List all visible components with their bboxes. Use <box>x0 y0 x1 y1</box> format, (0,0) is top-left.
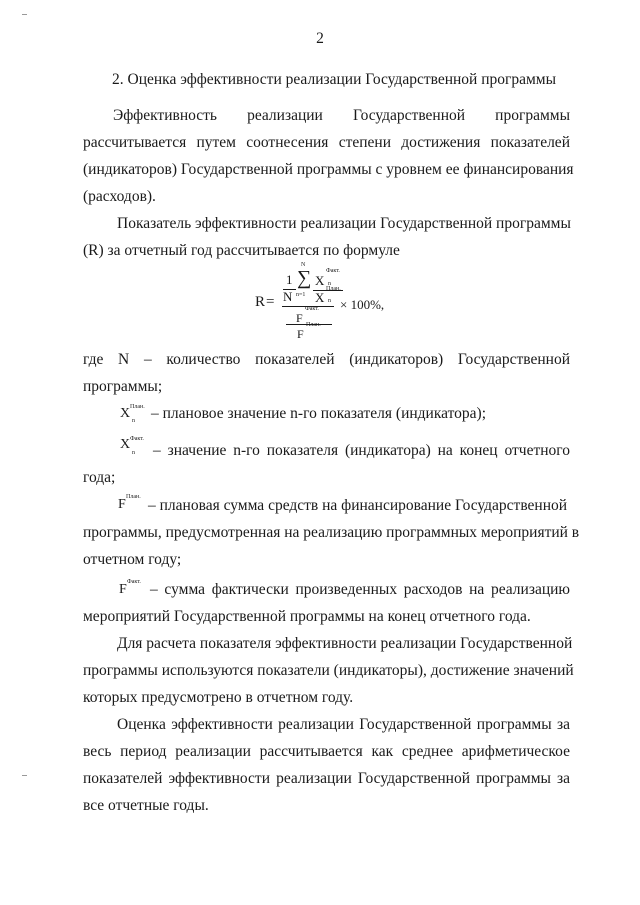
def-x-plan-sub: n <box>132 418 135 424</box>
where-line1: где N – количество показателей (индикаторов) Государственной <box>83 351 570 368</box>
def-x-plan-sup: План. <box>130 404 145 410</box>
x-plan-den-sub: n <box>328 298 331 304</box>
x-plan-den: X <box>315 290 325 305</box>
f-fact-num-sup: Факт. <box>305 306 319 312</box>
def-f-plan-text: – плановая сумма средств на финансирование Государственной <box>148 497 568 514</box>
para2-line2: (R) за отчетный год рассчитывается по формуле <box>83 242 400 259</box>
scan-mark-top <box>22 14 27 15</box>
para1-line3: (индикаторов) Государственной программы с уровнем ее финансирования <box>83 161 574 178</box>
para1-line2: рассчитывается путем соотнесения степени достижения показателей <box>83 134 570 151</box>
f-plan-den: F <box>297 327 304 341</box>
def-x-fact-sub: n <box>132 450 135 456</box>
para3-line3: которых предусмотрено в отчетном году. <box>83 689 354 706</box>
def-f-plan-cont1: программы, предусмотренная на реализацию программных мероприятий в <box>83 524 580 541</box>
para3-line2: программы используются показатели (индикаторы), достижение значений <box>83 662 574 679</box>
x-fact-num: X <box>315 273 325 288</box>
def-f-plan-sup: План. <box>126 494 141 500</box>
formula-one: 1 <box>286 272 293 287</box>
para4-line3: показателей эффективности реализации Государственной программы за <box>83 770 570 787</box>
def-f-plan-cont2: отчетном году; <box>83 551 182 568</box>
f-fact-num: F <box>296 311 303 325</box>
formula-n: N <box>283 289 293 304</box>
para4-line1: Оценка эффективности реализации Государственной программы за <box>117 716 570 733</box>
para4-line4: все отчетные годы. <box>83 797 209 814</box>
scan-mark-bottom <box>22 775 27 776</box>
sum-bottom-label: n=1 <box>296 292 306 298</box>
def-f-fact-text: – сумма фактически произведенных расходов на реализацию <box>150 581 570 598</box>
sum-sign: ∑ <box>297 267 312 289</box>
para4-line2: весь период реализации рассчитывается как среднее арифметическое <box>83 743 570 760</box>
para2-line1: Показатель эффективности реализации Государственной программы <box>117 215 571 232</box>
def-x-fact-sup: Факт. <box>130 436 144 442</box>
sum-top-label: N <box>301 262 306 268</box>
section-heading: 2. Оценка эффективности реализации Государственной программы <box>112 71 557 88</box>
x-fact-num-sub: n <box>328 281 331 287</box>
def-f-fact-sup: Факт. <box>127 579 141 585</box>
para1-line4: (расходов). <box>83 188 156 205</box>
formula-equals: = <box>266 294 275 310</box>
where-line2: программы; <box>83 378 163 395</box>
def-x-plan-text: – плановое значение n-го показателя (индикатора); <box>151 405 487 422</box>
def-x-fact-symbol: X <box>120 437 131 452</box>
x-fact-num-sup: Факт. <box>326 268 340 274</box>
formula-lhs: R <box>255 294 266 310</box>
def-x-fact-cont: года; <box>83 469 116 486</box>
para1-line1: Эффективность реализации Государственной программы <box>113 107 570 124</box>
def-x-fact-text: – значение n-го показателя (индикатора) на конец отчетного <box>153 442 570 459</box>
page-number: 2 <box>316 30 324 47</box>
def-f-fact-cont: мероприятий Государственной программы на конец отчетного года. <box>83 608 531 625</box>
def-f-plan-symbol: F <box>118 497 126 512</box>
para3-line1: Для расчета показателя эффективности реализации Государственной <box>117 635 573 652</box>
f-plan-den-sup: План. <box>306 322 321 328</box>
def-x-plan-symbol: X <box>120 406 131 421</box>
x-plan-den-sup: План. <box>326 286 341 292</box>
formula-times-100: × 100%, <box>340 297 385 312</box>
def-f-fact-symbol: F <box>119 582 127 597</box>
